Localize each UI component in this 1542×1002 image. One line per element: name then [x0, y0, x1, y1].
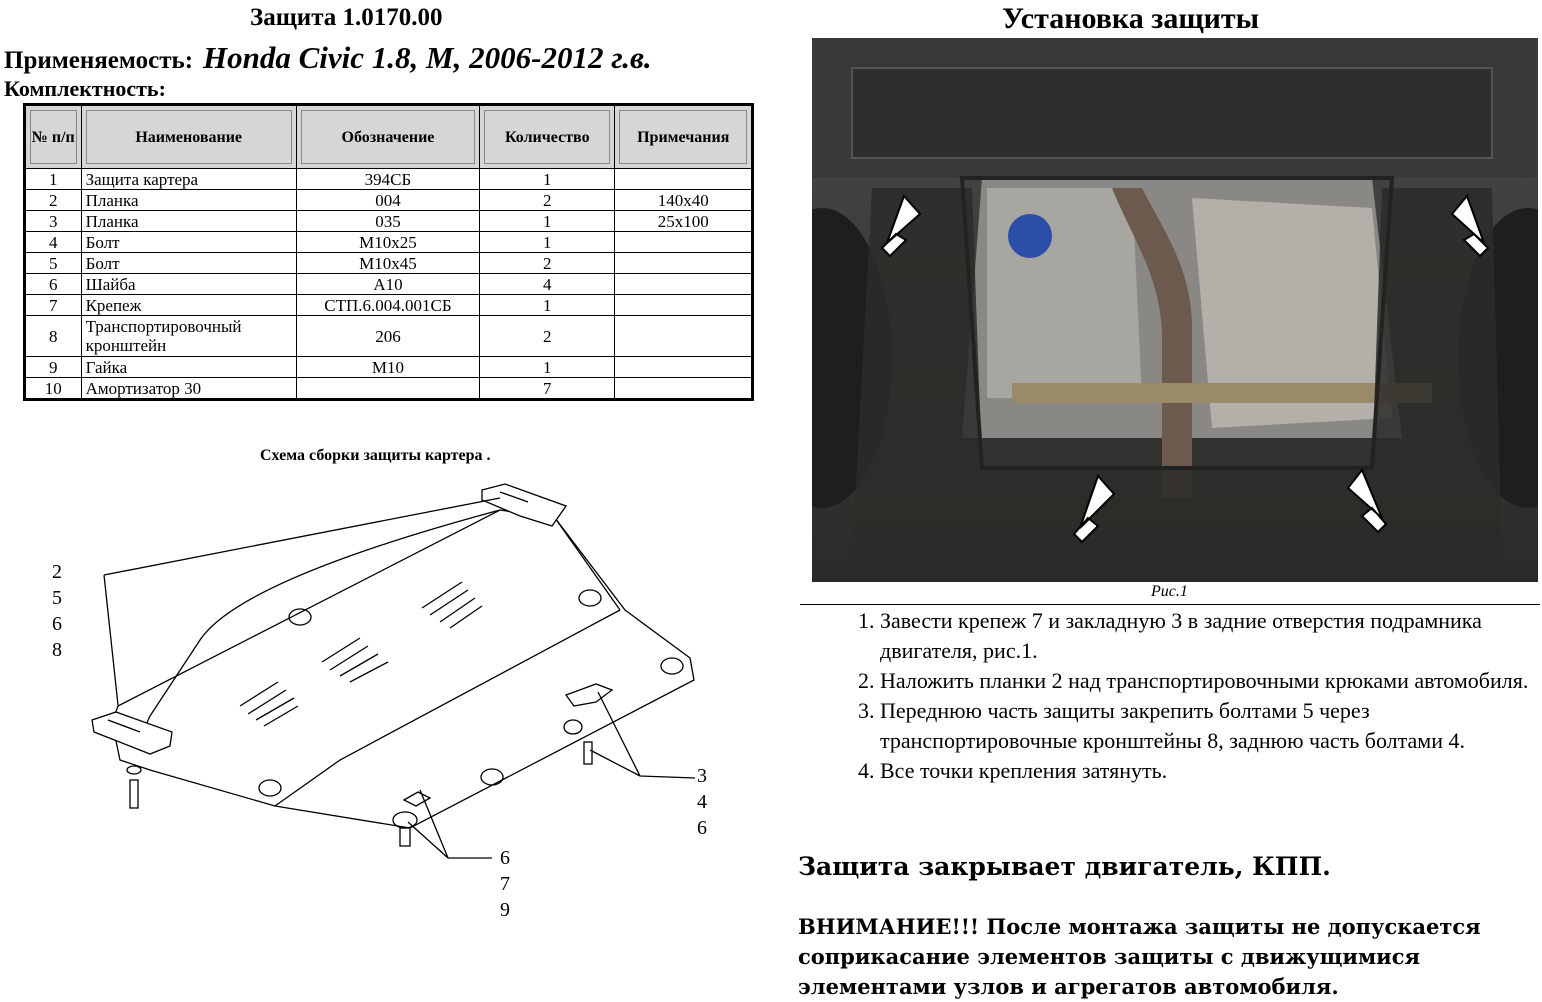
cell-name: Планка — [81, 211, 296, 232]
assembly-drawing — [0, 470, 780, 930]
cell-number: 1 — [25, 169, 82, 190]
cell-name: Гайка — [81, 357, 296, 378]
header-number: № п/п — [25, 105, 82, 169]
cell-name: Планка — [81, 190, 296, 211]
callout-bottom-3: 9 — [500, 899, 510, 921]
header-name: Наименование — [81, 105, 296, 169]
table-row — [25, 316, 753, 357]
leader-lines-bottom — [408, 790, 492, 858]
kit-label: Комплектность: — [4, 76, 166, 101]
cell-name: Транспортировочный кронштейн — [81, 316, 296, 357]
cell-designation: 206 — [296, 316, 479, 357]
cell-quantity: 1 — [480, 211, 615, 232]
cell-quantity: 2 — [480, 190, 615, 211]
applicability-value: Honda Civic 1.8, M, 2006-2012 г.в. — [203, 40, 652, 75]
leader-lines-right — [590, 692, 695, 778]
cell-designation: 394СБ — [296, 169, 479, 190]
cell-notes — [615, 295, 753, 316]
cell-designation — [296, 378, 479, 400]
cell-notes — [615, 378, 753, 400]
mount-hole — [481, 769, 503, 785]
header-designation: Обозначение — [296, 105, 479, 169]
skid-plate-outline — [112, 510, 694, 828]
callout-bottom-1: 6 — [500, 847, 510, 869]
divider — [800, 604, 1540, 605]
mount-hole — [579, 590, 601, 606]
cell-name: Амортизатор 30 — [81, 378, 296, 400]
cell-name: Шайба — [81, 274, 296, 295]
cell-notes: 25x100 — [615, 211, 753, 232]
table-row — [25, 295, 753, 316]
callout-bottom-2: 7 — [500, 873, 510, 895]
mount-hole — [661, 658, 683, 674]
cell-quantity: 2 — [480, 253, 615, 274]
bolt-right — [584, 742, 592, 764]
mount-hole — [564, 720, 582, 734]
cell-number: 9 — [25, 357, 82, 378]
cell-name: Болт — [81, 253, 296, 274]
cell-number: 10 — [25, 378, 82, 400]
applicability-line — [4, 40, 652, 76]
cell-quantity: 1 — [480, 357, 615, 378]
cell-quantity: 1 — [480, 169, 615, 190]
photo-caption: Рис.1 — [1151, 583, 1188, 600]
scheme-title: Схема сборки защиты картера . — [260, 447, 491, 464]
cell-quantity: 1 — [480, 295, 615, 316]
top-bracket — [482, 484, 566, 526]
cell-number: 2 — [25, 190, 82, 211]
warning-note: ВНИМАНИЕ!!! После монтажа защиты не допускается соприкасание элементов защиты с движущимися элементами узлов и агрегатов автомобиля. — [798, 914, 1481, 999]
cell-number: 5 — [25, 253, 82, 274]
callout-left-1: 2 — [52, 561, 62, 583]
cell-number: 3 — [25, 211, 82, 232]
coverage-note: Защита закрывает двигатель, КПП. — [798, 852, 1331, 881]
cell-designation: А10 — [296, 274, 479, 295]
callout-right-1: 3 — [697, 765, 707, 787]
vent-slots — [240, 582, 482, 726]
step-item: 3. Переднюю часть защиты закрепить болтами 5 через транспортировочные кронштейны 8, заднюю часть болтами 4. — [880, 696, 1542, 756]
table-row — [25, 232, 753, 253]
cell-name: Защита картера — [81, 169, 296, 190]
cell-notes: 140x40 — [615, 190, 753, 211]
table-row — [25, 274, 753, 295]
table-row — [25, 378, 753, 400]
table-row — [25, 169, 753, 190]
step-item: 4. Все точки крепления затянуть. — [880, 756, 1542, 786]
cell-quantity: 7 — [480, 378, 615, 400]
mount-hole — [259, 780, 281, 796]
callout-left-4: 8 — [52, 639, 62, 661]
engine-underside-photo — [812, 38, 1538, 582]
cell-number: 6 — [25, 274, 82, 295]
callout-left-3: 6 — [52, 613, 62, 635]
skid-plate-fold — [150, 510, 500, 716]
applicability-label: Применяемость: — [4, 47, 194, 74]
table-header-row — [25, 105, 753, 169]
document-title: Защита 1.0170.00 — [250, 4, 443, 31]
step-item: 2. Наложить планки 2 над транспортировочными крюками автомобиля. — [880, 666, 1542, 696]
left-bracket — [92, 712, 172, 754]
install-title: Установка защиты — [1002, 2, 1260, 35]
cell-designation: 004 — [296, 190, 479, 211]
cell-designation: М10x25 — [296, 232, 479, 253]
table-row — [25, 357, 753, 378]
cell-number: 8 — [25, 316, 82, 357]
table-row — [25, 253, 753, 274]
cell-notes — [615, 253, 753, 274]
cell-notes — [615, 232, 753, 253]
cell-number: 7 — [25, 295, 82, 316]
header-quantity: Количество — [480, 105, 615, 169]
callout-left-2: 5 — [52, 587, 62, 609]
cell-notes — [615, 316, 753, 357]
cell-name: Болт — [81, 232, 296, 253]
cell-notes — [615, 169, 753, 190]
bolt-left — [127, 766, 141, 808]
install-steps — [840, 606, 1542, 786]
cell-designation: М10x45 — [296, 253, 479, 274]
cell-notes — [615, 357, 753, 378]
cell-name: Крепеж — [81, 295, 296, 316]
leader-lines-left — [104, 498, 500, 705]
cell-designation: СТП.6.004.001СБ — [296, 295, 479, 316]
cell-designation: М10 — [296, 357, 479, 378]
right-bracket — [566, 684, 612, 706]
callout-right-2: 4 — [697, 791, 707, 813]
cell-designation: 035 — [296, 211, 479, 232]
cell-quantity: 1 — [480, 232, 615, 253]
callout-right-3: 6 — [697, 817, 707, 839]
step-item: 1. Завести крепеж 7 и закладную 3 в задние отверстия подрамника двигателя, рис.1. — [880, 606, 1542, 666]
cell-notes — [615, 274, 753, 295]
cell-quantity: 2 — [480, 316, 615, 357]
cell-number: 4 — [25, 232, 82, 253]
header-notes: Примечания — [615, 105, 753, 169]
cell-quantity: 4 — [480, 274, 615, 295]
table-row — [25, 211, 753, 232]
table-row — [25, 190, 753, 211]
parts-table — [23, 103, 754, 401]
